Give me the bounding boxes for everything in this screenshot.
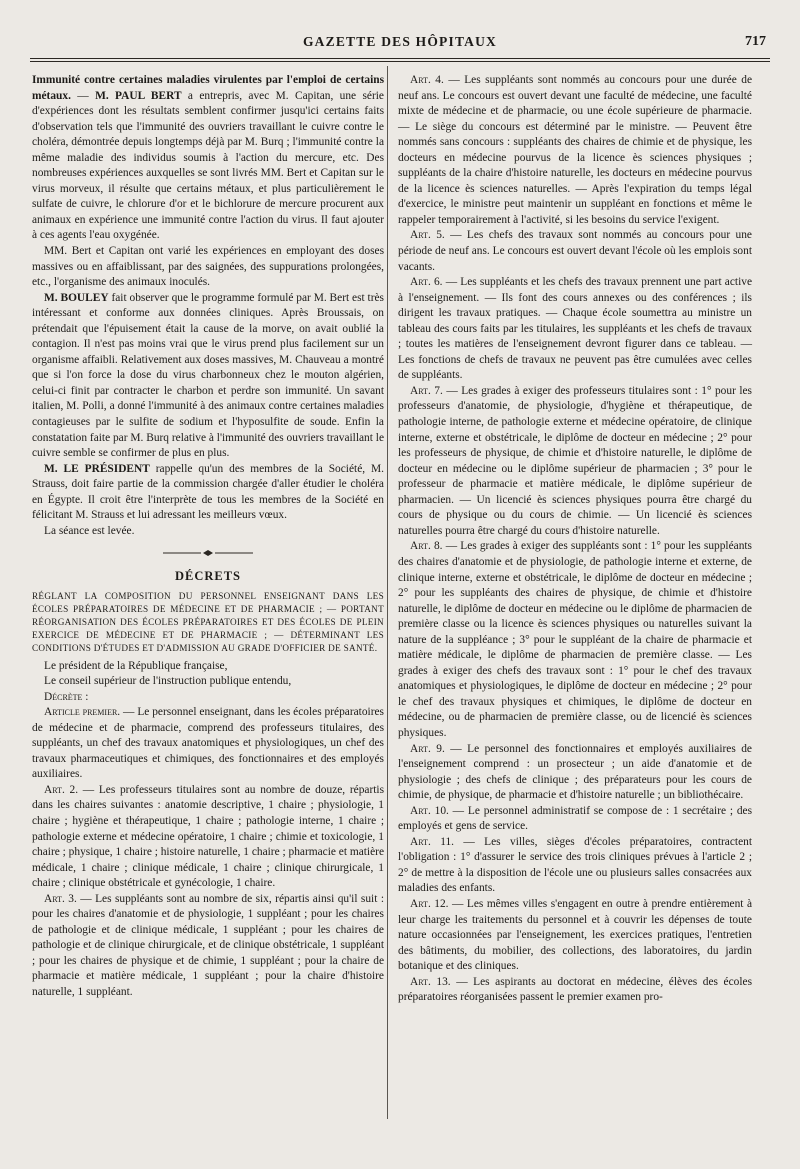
article-label: Art. 3.: [44, 892, 77, 905]
paragraph: MM. Bert et Capitan ont varié les expériences en employant des doses massives ou en affaiblissant, par des saignées, des suppurations prolongées, etc., l'organisme des animaux inoculés.: [32, 245, 384, 289]
decrets-subtitle: RÉGLANT LA COMPOSITION DU PERSONNEL ENSEIGNANT DANS LES ÉCOLES PRÉPARATOIRES DE MÉDECINE ET DE PHARMACIE ; — PORTANT RÉORGANISATION DES ÉCOLES PRÉPARATOIRES ET DES ÉCOLES DE PLEIN EXERCICE DE MÉDECINE ET DE PHARMACIE ; — DÉTERMINANT LES CONDITIONS D'ÉTUDES ET D'ADMISSION AU GRADE D'OFFICIER DE SANTÉ.: [32, 590, 384, 653]
header-rule-top: [30, 58, 770, 59]
header-rule-bottom: [30, 61, 770, 62]
article-label: Art. 9.: [410, 742, 445, 755]
page-number: 717: [745, 34, 766, 49]
article-12: Art. 12. — Les mêmes villes s'engagent en outre à prendre entièrement à leur charge les traitements du personnel et à couvrir les dépenses de toute nature occasionnées par l'enseignement, les exercices pratiques, l'entretien des bâtiments, du mobilier, des collections, des laboratoires, du jardin botanique et des cliniques.: [398, 897, 753, 973]
decrets-title: DÉCRETS: [174, 568, 242, 583]
article-3: Art. 3. — Les suppléants sont au nombre de six, répartis ainsi qu'il suit : pour les chaires d'anatomie et de physiologie, 1 suppléant ; pour les chaires de pathologie et de clinique médicale, 1 suppléant ; pour les chaires de pathologie et de clinique chirurgicale, et de clinique obstétricale, 1 suppléant ; pour les chaires de physique et de chimie, 1 suppléant ; pour la chaire de pharmacie et matière médicale, 1 suppléant ; pour la chaire d'histoire naturelle, 1 suppléant.: [32, 892, 384, 998]
speaker-name: M. LE PRÉSIDENT: [44, 462, 150, 475]
speaker-name: M. PAUL BERT: [95, 89, 182, 102]
article-label: Article premier.: [44, 706, 121, 719]
article-4: Art. 4. — Les suppléants sont nommés au concours pour une durée de neuf ans. Le concours est ouvert devant une faculté de médecine, une faculté mixte de médecine et de pharmacie, ou une école supérieure de pharmacie. — Le siège du concours est déterminé par le ministre. — Peuvent être nommés sans concours : suppléants des chaires de chimie et de physique, les docteurs en médecine pourvus de la licence ès sciences physiques ; suppléants de la chaire d'histoire naturelle, les docteurs en médecine pourvus de la licence ès sciences naturelles. — Après l'expiration du temps légal d'exercice, le ministre peut maintenir un suppléant en fonctions et même le rappeler temporairement à l'activité, si les besoins du service l'exigent.: [398, 74, 752, 226]
right-column: [398, 73, 752, 1006]
article-label: Art. 13.: [410, 975, 451, 988]
article-label: Art. 5.: [410, 229, 445, 242]
article-9: Art. 9. — Le personnel des fonctionnaires et employés auxiliaires de l'enseignement comprend : un prosecteur ; un aide d'anatomie et de physiologie ; des chefs de clinique ; des préparateurs pour les cours de chimie, de physique, de pharmacie et d'histoire naturelle ; un bibliothécaire.: [398, 742, 752, 802]
article-6: Art. 6. — Les suppléants et les chefs des travaux prennent une part active à l'enseignement. — Ils font des cours annexes ou des conférences ; ils dirigent les travaux pratiques. — Chaque école soumettra au ministre un tableau des cours faits par les titulaires, les suppléants et les chefs de travaux ; toutes les matières de l'enseignement devront figurer dans ce tableau. — Les fonctions de chefs de travaux ne peuvent pas être cumulées avec celles de suppléants.: [398, 276, 752, 382]
article-label: Art. 12.: [410, 897, 449, 910]
column-divider: [387, 66, 388, 1119]
page-header: [30, 30, 770, 58]
section-lead: Immunité contre certaines maladies virulentes par l'emploi de certains métaux.: [32, 74, 384, 102]
section-ornament: [32, 547, 384, 563]
paragraph-closing: La séance est levée.: [44, 524, 135, 537]
article-10: Art. 10. — Le personnel administratif se compose de : 1 secrétaire ; des employés et gens de service.: [398, 804, 752, 833]
paragraph: Le président de la République française,: [44, 659, 228, 672]
paragraph-immunite: Immunité contre certaines maladies virulentes par l'emploi de certains métaux. — M. PAUL BERT a entrepris, avec M. Capitan, une série d'expériences dont les résultats semblent confirmer jusqu'ici certains faits d'observation tels que l'immunité des ouvriers travaillant le cuivre contre le choléra, démontrée depuis longtemps déjà par M. Burq ; l'immunité contre la même maladie des individus soumis à l'action du mercure, etc. Des nombreuses expériences auxquelles se sont livrés MM. Bert et Capitan sur le virus morveux, il résulte que certains métaux, et plus particulièrement le sulfate de cuivre, le chlorure d'or et le bichlorure de mercure procurent aux animaux en expérience une immunité contre l'action du virus. Il faut ajouter à ces agents l'eau oxygénée.: [32, 74, 384, 242]
article-label: Art. 4.: [410, 74, 444, 86]
journal-title: GAZETTE DES HÔPITAUX: [302, 34, 498, 49]
article-label: Art. 6.: [410, 276, 443, 289]
article-label: Art. 7.: [410, 384, 443, 397]
decrete-label: Décrète :: [44, 690, 89, 703]
article-8: Art. 8. — Les grades à exiger des suppléants sont : 1° pour les suppléants des chaires d'anatomie et de physiologie, de pathologie interne et externe, de clinique interne, externe et obstétricale, le diplôme de docteur en médecine ; 2° pour les suppléants des chaires de physique, de chimie et d'histoire naturelle, le diplôme de docteur en médecine ou le diplôme de pharmacien de première classe ou la licence ès sciences physiques ou naturelles suivant la nature de la suppléance ; 3° pour le suppléant de la chaire de pharmacie et matière médicale, le diplôme de pharmacien de première classe. — Les grades à exiger des chefs des travaux sont : 1° pour le chef des travaux anatomiques et physiologiques, le diplôme de docteur en médecine ; 2° pour le chef des travaux physiques et chimiques, le diplôme de docteur en médecine, ou de pharmacien de première classe, ou de licencié ès sciences physiques.: [398, 540, 752, 739]
article-label: Art. 11.: [410, 835, 455, 848]
article-13: Art. 13. — Les aspirants au doctorat en médecine, élèves des écoles préparatoires réorganisées passent le premier examen pro-: [398, 975, 752, 1004]
article-2: Art. 2. — Les professeurs titulaires sont au nombre de douze, répartis dans les chaires suivantes : anatomie descriptive, 1 chaire ; physiologie, 1 chaire ; hygiène et thérapeutique, 1 chaire ; pathologie interne, 1 chaire ; pathologie externe et médecine opératoire, 1 chaire ; chimie et toxicologie, 1 chaire ; physique, 1 chaire ; histoire naturelle, 1 chaire ; pharmacie et matière médicale, 1 chaire ; clinique médicale, 1 chaire ; clinique chirurgicale, 1 chaire ; clinique obstétricale et gynécologie, 1 chaire.: [32, 783, 385, 890]
left-column: [32, 73, 384, 1001]
article-label: Art. 2.: [44, 783, 79, 796]
article-11: Art. 11. — Les villes, sièges d'écoles préparatoires, contractent l'obligation : 1° d'assurer le service des trois cliniques prévues à l'article 2 ; 2° de mettre à la disposition de l'école une ou plusieurs salles consacrées aux maladies des enfants.: [398, 835, 752, 895]
article-1: Article premier. — Le personnel enseignant, dans les écoles préparatoires de médecine et de pharmacie, comprend des professeurs titulaires, des suppléants, un chef des travaux anatomiques et physiologiques, un chef des travaux pharmaceutiques et chimiques, des fonctionnaires et des employés auxiliaires.: [32, 706, 384, 781]
article-label: Art. 10.: [410, 804, 449, 817]
speaker-name: M. BOULEY: [44, 291, 109, 304]
article-7: Art. 7. — Les grades à exiger des professeurs titulaires sont : 1° pour les professeurs d'anatomie, de physiologie, d'hygiène et thérapeutique, de pathologie interne, de pathologie externe et médecine opératoire, de clinique interne, externe et obstétricale, le diplôme de docteur en médecine ; 2° pour les professeurs de physique, de chimie et d'histoire naturelle, le diplôme de docteur en médecine ou le diplôme supérieur de pharmacien ; 3° pour le professeur de pharmacie et matière médicale, le diplôme supérieur de pharmacien. — Un licencié ès sciences physiques pourra être chargé du cours de physique ou du cours de chimie. — Un licencié ès sciences naturelles pourra être chargé du cours d'histoire naturelle.: [398, 384, 752, 537]
article-5: Art. 5. — Les chefs des travaux sont nommés au concours pour une période de neuf ans. Le concours est ouvert devant l'école où les emplois sont vacants.: [398, 229, 752, 273]
paragraph: Le conseil supérieur de l'instruction publique entendu,: [44, 675, 292, 688]
paragraph: M. LE PRÉSIDENT rappelle qu'un des membres de la Société, M. Strauss, doit faire partie de la commission chargée d'aller étudier le choléra en Égypte. Il croit être l'interprète de tous les membres de la Société en félicitant M. Strauss et lui adressant les meilleurs vœux.: [32, 462, 384, 522]
paragraph: M. BOULEY fait observer que le programme formulé par M. Bert est très intéressant et conforme aux données cliniques. Après Broussais, on prétendait que l'épuisement était la cause de la morve, on avait oublié la contagion. Il n'est pas moins vrai que le virus prend plus facilement sur un organisme affaibli. Relativement aux doses massives, M. Chauveau a montré que si l'on force la dose du virus charbonneux chez le mouton algérien, celui-ci finit par contracter le charbon et perdre son immunité. Un savant italien, M. Polli, a donné l'immunité à des animaux contre certaines maladies contagieuses par le sulfite de sodium et l'hyposulfite de soude. Enfin la constatation faite par M. Burq relative à l'immunité des ouvriers travaillant le cuivre semble se confirmer de plus en plus.: [32, 291, 384, 460]
article-label: Art. 8.: [410, 540, 443, 553]
ornament-rule-icon: [163, 549, 253, 557]
